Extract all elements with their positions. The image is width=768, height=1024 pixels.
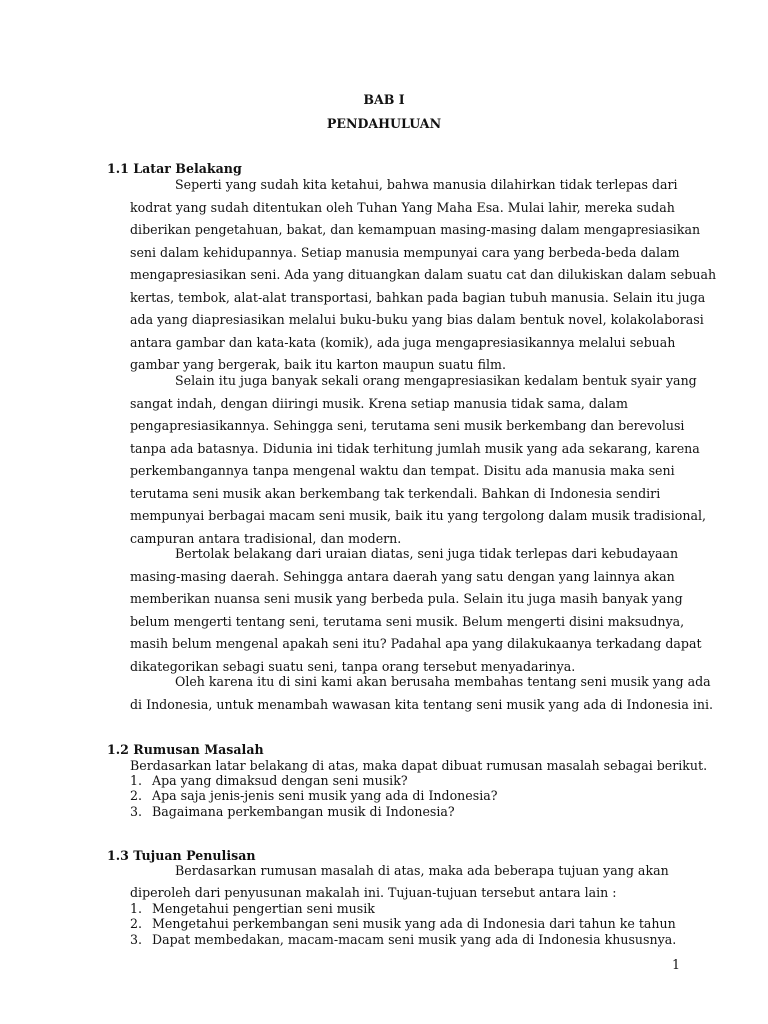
list-item: Apa yang dimaksud dengan seni musik?: [152, 773, 408, 788]
text-line: di Indonesia, untuk menambah wawasan kita tentang seni musik yang ada di Indonesia ini.: [130, 697, 713, 712]
chapter-number: BAB I: [363, 92, 405, 107]
text-line: antara gambar dan kata-kata (komik), ada juga mengapresiasikannya melalui sebuah: [130, 335, 676, 350]
list-number: 1.: [130, 773, 143, 788]
text-line: masih belum mengenal apakah seni itu? Padahal apa yang dilakukaanya terkadang dapat: [130, 636, 702, 651]
section-intro: Berdasarkan latar belakang di atas, maka dapat dibuat rumusan masalah sebagai berikut.: [130, 758, 708, 773]
list-item: Bagaimana perkembangan musik di Indonesia?: [152, 804, 455, 819]
text-line: campuran antara tradisional, dan modern.: [130, 531, 402, 546]
list-item: Mengetahui perkembangan seni musik yang ada di Indonesia dari tahun ke tahun: [152, 916, 676, 931]
text-line: seni dalam kehidupannya. Setiap manusia mempunyai cara yang berbeda-beda dalam: [130, 245, 680, 260]
text-line: tanpa ada batasnya. Didunia ini tidak terhitung jumlah musik yang ada sekarang, karena: [130, 441, 700, 456]
section-intro: Berdasarkan rumusan masalah di atas, maka ada beberapa tujuan yang akan: [175, 863, 669, 878]
list-item: Mengetahui pengertian seni musik: [152, 901, 375, 916]
text-line: masing-masing daerah. Sehingga antara daerah yang satu dengan yang lainnya akan: [130, 569, 675, 584]
text-line: sangat indah, dengan diiringi musik. Krena setiap manusia tidak sama, dalam: [130, 396, 628, 411]
text-line: pengapresiasikannya. Sehingga seni, terutama seni musik berkembang dan berevolusi: [130, 418, 685, 433]
section-heading-rumusan-masalah: 1.2 Rumusan Masalah: [107, 742, 264, 757]
page-number: 1: [672, 957, 681, 972]
list-number: 2.: [130, 916, 143, 931]
text-line: kodrat yang sudah ditentukan oleh Tuhan Yang Maha Esa. Mulai lahir, mereka sudah: [130, 200, 675, 215]
list-number: 1.: [130, 901, 143, 916]
text-line: Selain itu juga banyak sekali orang mengapresiasikan kedalam bentuk syair yang: [175, 373, 697, 388]
text-line: belum mengerti tentang seni, terutama seni musik. Belum mengerti disini maksudnya,: [130, 614, 685, 629]
section-intro-cont: diperoleh dari penyusunan makalah ini. Tujuan-tujuan tersebut antara lain :: [130, 885, 617, 900]
text-line: dikategorikan sebagi suatu seni, tanpa orang tersebut menyadarinya.: [130, 659, 576, 674]
section-heading-tujuan-penulisan: 1.3 Tujuan Penulisan: [107, 848, 256, 863]
section-heading-latar-belakang: 1.1 Latar Belakang: [107, 161, 242, 176]
list-item: Apa saja jenis-jenis seni musik yang ada di Indonesia?: [152, 788, 498, 803]
list-item: Dapat membedakan, macam-macam seni musik yang ada di Indonesia khususnya.: [152, 932, 677, 947]
text-line: perkembangannya tanpa mengenal waktu dan tempat. Disitu ada manusia maka seni: [130, 463, 675, 478]
text-line: memberikan nuansa seni musik yang berbeda pula. Selain itu juga masih banyak yang: [130, 591, 683, 606]
text-line: Bertolak belakang dari uraian diatas, seni juga tidak terlepas dari kebudayaan: [175, 546, 679, 561]
list-number: 3.: [130, 932, 143, 947]
text-line: gambar yang bergerak, baik itu karton maupun suatu film.: [130, 357, 506, 372]
text-line: kertas, tembok, alat-alat transportasi, bahkan pada bagian tubuh manusia. Selain itu juga: [130, 290, 706, 305]
list-number: 2.: [130, 788, 143, 803]
text-line: diberikan pengetahuan, bakat, dan kemampuan masing-masing dalam mengapresiasikan: [130, 222, 701, 237]
list-number: 3.: [130, 804, 143, 819]
text-line: mempunyai berbagai macam seni musik, baik itu yang tergolong dalam musik tradisional,: [130, 508, 707, 523]
text-line: ada yang diapresiasikan melalui buku-buku yang bias dalam bentuk novel, kolakolaborasi: [130, 312, 704, 327]
text-line: terutama seni musik akan berkembang tak terkendali. Bahkan di Indonesia sendiri: [130, 486, 661, 501]
text-line: Oleh karena itu di sini kami akan berusaha membahas tentang seni musik yang ada: [175, 674, 711, 689]
text-line: Seperti yang sudah kita ketahui, bahwa manusia dilahirkan tidak terlepas dari: [175, 177, 678, 192]
chapter-title: PENDAHULUAN: [326, 116, 442, 131]
text-line: mengapresiasikan seni. Ada yang dituangkan dalam suatu cat dan dilukiskan dalam sebuah: [130, 267, 717, 282]
